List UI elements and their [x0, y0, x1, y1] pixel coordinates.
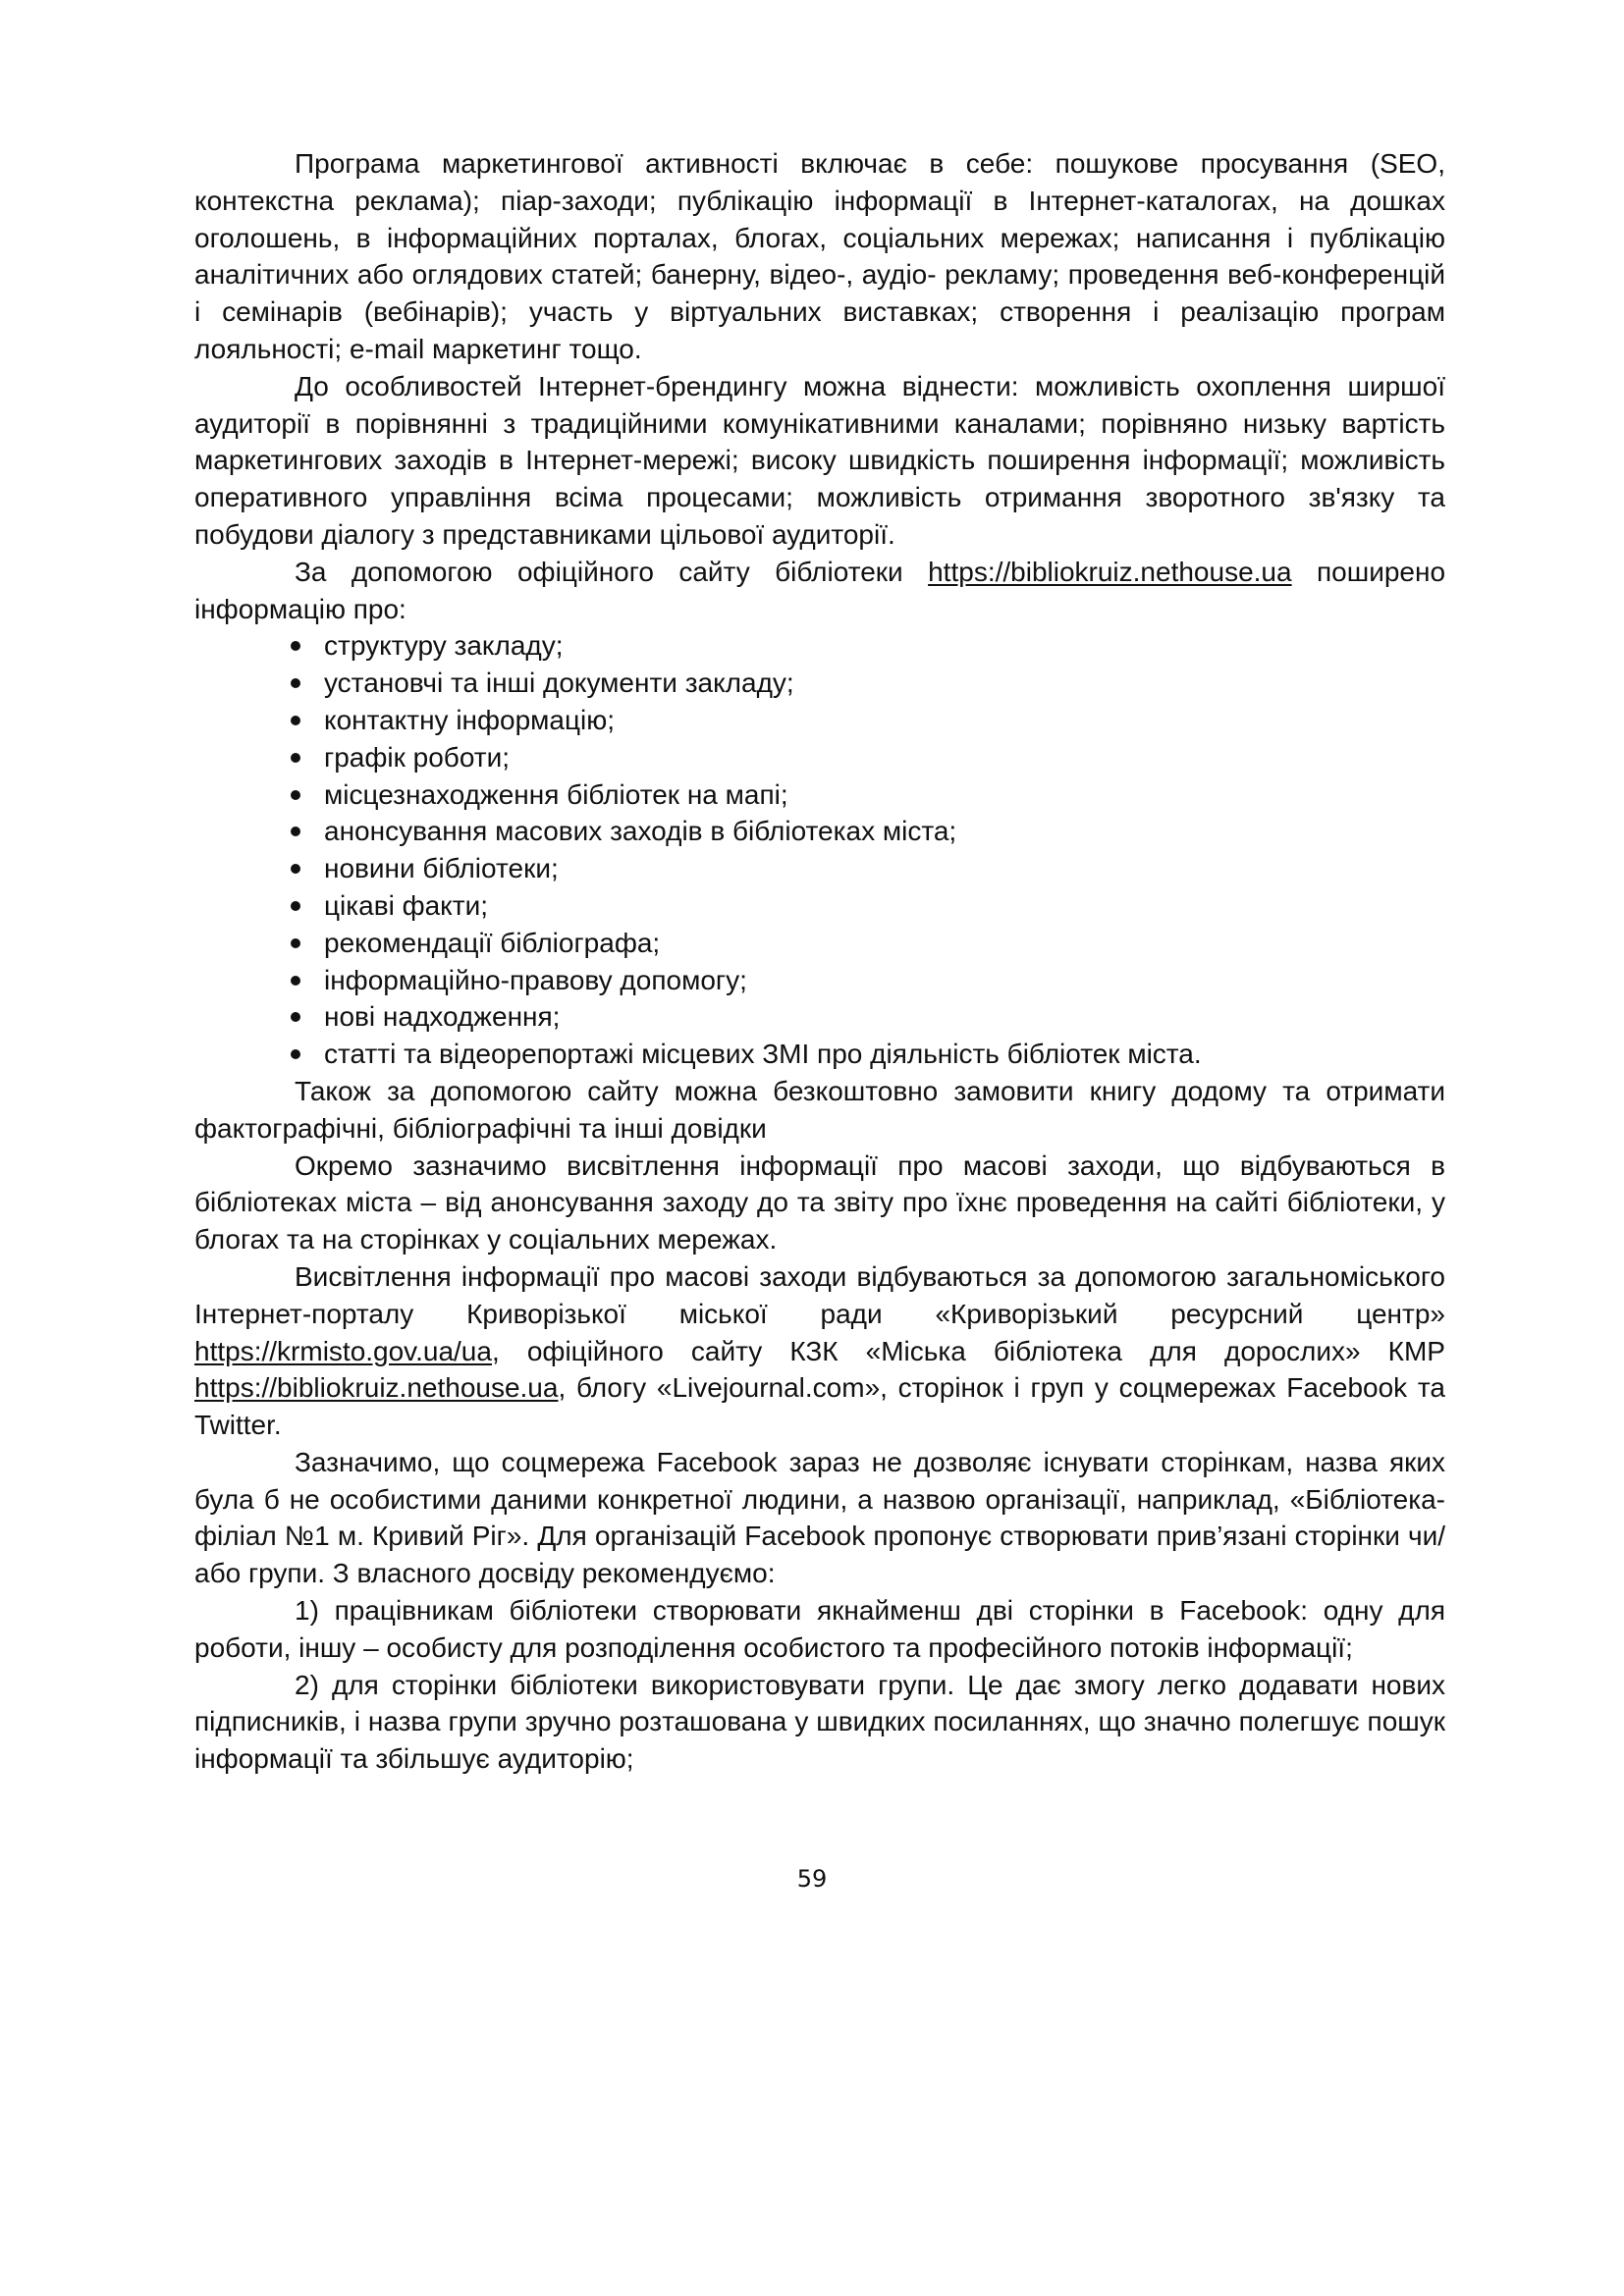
- bullet-icon: [291, 1012, 300, 1022]
- list-item: [289, 739, 1445, 776]
- site-info-list: [194, 627, 1445, 1073]
- list-item-text: графік роботи;: [324, 741, 511, 773]
- paragraph-official-site-text-before: За допомогою офіційного сайту бібліотеки: [295, 556, 929, 587]
- list-item: [289, 665, 1445, 702]
- list-item-text: установчі та інші документи закладу;: [324, 667, 794, 699]
- paragraph-facebook: Зазначимо, що соцмережа Facebook зараз не дозволяє існувати сторінкам, назва яких була б не особистими даними конкретної людини, а назвою організації, наприклад, «Бібліотека-філіал №1 м. Кривий Ріг». Для організацій Facebook пропонує створювати прив’язані сторінки чи/або групи. З власного досвіду рекомендуємо:: [194, 1446, 1445, 1589]
- krmisto-link[interactable]: https://krmisto.gov.ua/ua: [194, 1335, 492, 1366]
- paragraph-official-site: [194, 554, 1445, 628]
- list-item-text: статті та відеорепортажі місцевих ЗМІ про діяльність бібліотек міста.: [324, 1039, 1202, 1070]
- page-body: [194, 145, 1445, 1778]
- bullet-icon: [291, 901, 300, 911]
- bullet-icon: [291, 976, 300, 986]
- bullet-icon: [291, 641, 300, 651]
- list-item-text: структуру закладу;: [324, 630, 564, 662]
- paragraph-recommendation-2: 2) для сторінки бібліотеки використовувати групи. Це дає змогу легко додавати нових підписників, і назва групи зручно розташована у швидких посиланнях, що значно полегшує пошук інформації та збільшує аудиторію;: [194, 1669, 1445, 1775]
- list-item-text: інформаційно-правову допомогу;: [324, 964, 747, 995]
- list-item: [289, 887, 1445, 925]
- list-item: [289, 850, 1445, 887]
- bullet-icon: [291, 1049, 300, 1059]
- paragraph-portals: [194, 1258, 1445, 1444]
- list-item-text: нові надходження;: [324, 1001, 561, 1033]
- bullet-icon: [291, 753, 300, 763]
- list-item-text: цікаві факти;: [324, 889, 488, 921]
- library-site-link[interactable]: https://bibliokruiz.nethouse.ua: [928, 556, 1292, 587]
- list-item-text: новини бібліотеки;: [324, 853, 559, 884]
- bullet-icon: [291, 864, 300, 874]
- bullet-icon: [291, 938, 300, 948]
- bullet-icon: [291, 827, 300, 836]
- paragraph-portals-text-3: , блогу «Livejournal.com», сторінок і груп у соцмережах Facebook та Twitter.: [194, 1372, 1445, 1441]
- list-item-text: анонсування масових заходів в бібліотеках міста;: [324, 816, 957, 847]
- list-item: [289, 998, 1445, 1036]
- paragraph-portals-text-2: , офіційного сайту КЗК «Міська бібліотека для дорослих» КМР: [491, 1335, 1445, 1366]
- paragraph-recommendation-1: 1) працівникам бібліотеки створювати якнайменш дві сторінки в Facebook: одну для роботи, іншу – особисту для розподілення особистого та професійного потоків інформації;: [194, 1595, 1445, 1663]
- bullet-icon: [291, 678, 300, 688]
- list-item: [289, 702, 1445, 739]
- bullet-icon: [291, 716, 300, 725]
- paragraph-events-coverage: Окремо зазначимо висвітлення інформації про масові заходи, що відбуваються в бібліотеках міста – від анонсування заходу до та звіту про їхнє проведення на сайті бібліотеки, у блогах та на сторінках у соціальних мережах.: [194, 1149, 1445, 1255]
- list-item-text: рекомендації бібліографа;: [324, 927, 661, 958]
- list-item-text: місцезнаходження бібліотек на мапі;: [324, 778, 788, 810]
- list-item: [289, 925, 1445, 962]
- list-item-text: контактну інформацію;: [324, 704, 616, 735]
- library-site-link-2[interactable]: https://bibliokruiz.nethouse.ua: [194, 1372, 559, 1404]
- page-number: 59: [796, 1865, 828, 1893]
- list-item: [289, 776, 1445, 814]
- paragraph-official-site-text-after: поширено інформацію про:: [194, 556, 1446, 624]
- list-item: [289, 962, 1445, 999]
- paragraph-book-order: Також за допомогою сайту можна безкоштовно замовити книгу додому та отримати фактографічні, бібліографічні та інші довідки: [194, 1075, 1445, 1144]
- paragraph-portals-text-1: Висвітлення інформації про масові заходи відбуваються за допомогою загальноміського Інтернет-порталу Криворізької міської ради «Криворізький ресурсний центр»: [194, 1260, 1445, 1329]
- list-item: [289, 1036, 1445, 1073]
- list-item: [289, 627, 1445, 665]
- list-item: [289, 813, 1445, 850]
- paragraph-branding-features: До особливостей Інтернет-брендингу можна віднести: можливість охоплення ширшої аудиторії в порівнянні з традиційними комунікативними каналами; порівняно низьку вартість маркетингових заходів в Інтернет-мережі; високу швидкість поширення інформації; можливість оперативного управління всіма процесами; можливість отримання зворотного зв'язку та побудови діалогу з представниками цільової аудиторії.: [194, 370, 1445, 550]
- paragraph-marketing-program: Програма маркетингової активності включає в себе: пошукове просування (SEO, контекстна реклама); піар-заходи; публікацію інформації в Інтернет-каталогах, на дошках оголошень, в інформаційних порталах, блогах, соціальних мережах; написання і публікацію аналітичних або оглядових статей; банерну, відео-, аудіо- рекламу; проведення веб-конференцій і семінарів (вебінарів); участь у віртуальних виставках; створення і реалізацію програм лояльності; e-mail маркетинг тощо.: [194, 148, 1445, 364]
- bullet-icon: [291, 790, 300, 800]
